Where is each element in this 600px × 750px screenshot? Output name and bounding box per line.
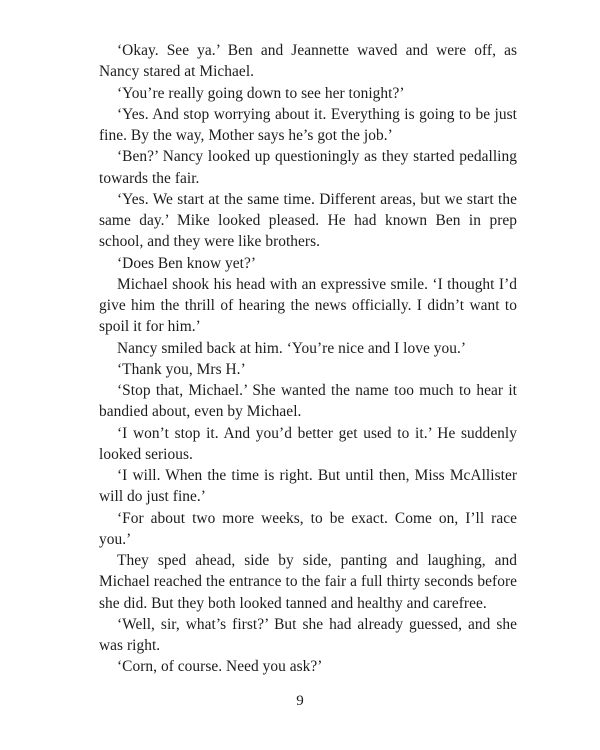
paragraph-10: ‘Stop that, Michael.’ She wanted the name too much to hear it bandied about, even by Michael.: [99, 382, 517, 421]
paragraph-3: ‘Yes. And stop worrying about it. Everything is going to be just fine. By the way, Mother says he’s got the job.’: [99, 105, 517, 144]
paragraph-2: ‘You’re really going down to see her tonight?’: [117, 84, 405, 102]
paragraph-12: ‘I will. When the time is right. But until then, Miss McAllister will do just fine.’: [99, 467, 517, 506]
paragraph-8: Nancy smiled back at him. ‘You’re nice and I love you.’: [117, 339, 467, 357]
paragraph-11: ‘I won’t stop it. And you’d better get used to it.’ He suddenly looked serious.: [99, 424, 517, 463]
paragraph-15: ‘Well, sir, what’s first?’ But she had already guessed, and she was right.: [99, 615, 517, 654]
paragraph-4: ‘Ben?’ Nancy looked up questioningly as they started pedalling towards the fair.: [99, 148, 517, 187]
paragraph-5: ‘Yes. We start at the same time. Different areas, but we start the same day.’ Mike looked pleased. He had known Ben in prep school, and they were like brothers.: [99, 190, 517, 251]
paragraph-14: They sped ahead, side by side, panting and laughing, and Michael reached the entrance to the fair a full thirty seconds before she did. But they both looked tanned and healthy and carefree.: [99, 552, 517, 612]
paragraph-13: ‘For about two more weeks, to be exact. Come on, I’ll race you.’: [99, 509, 517, 548]
paragraph-16: ‘Corn, of course. Need you ask?’: [117, 658, 323, 676]
body-text: [99, 40, 517, 678]
page-number: 9: [296, 693, 304, 709]
paragraph-9: ‘Thank you, Mrs H.’: [117, 360, 246, 378]
paragraph-7: Michael shook his head with an expressive smile. ‘I thought I’d give him the thrill of hearing the news officially. I didn’t want to spoil it for him.’: [99, 275, 517, 336]
paragraph-6: ‘Does Ben know yet?’: [117, 254, 257, 272]
paragraph-1: ‘Okay. See ya.’ Ben and Jeannette waved and were off, as Nancy stared at Michael.: [99, 42, 517, 81]
